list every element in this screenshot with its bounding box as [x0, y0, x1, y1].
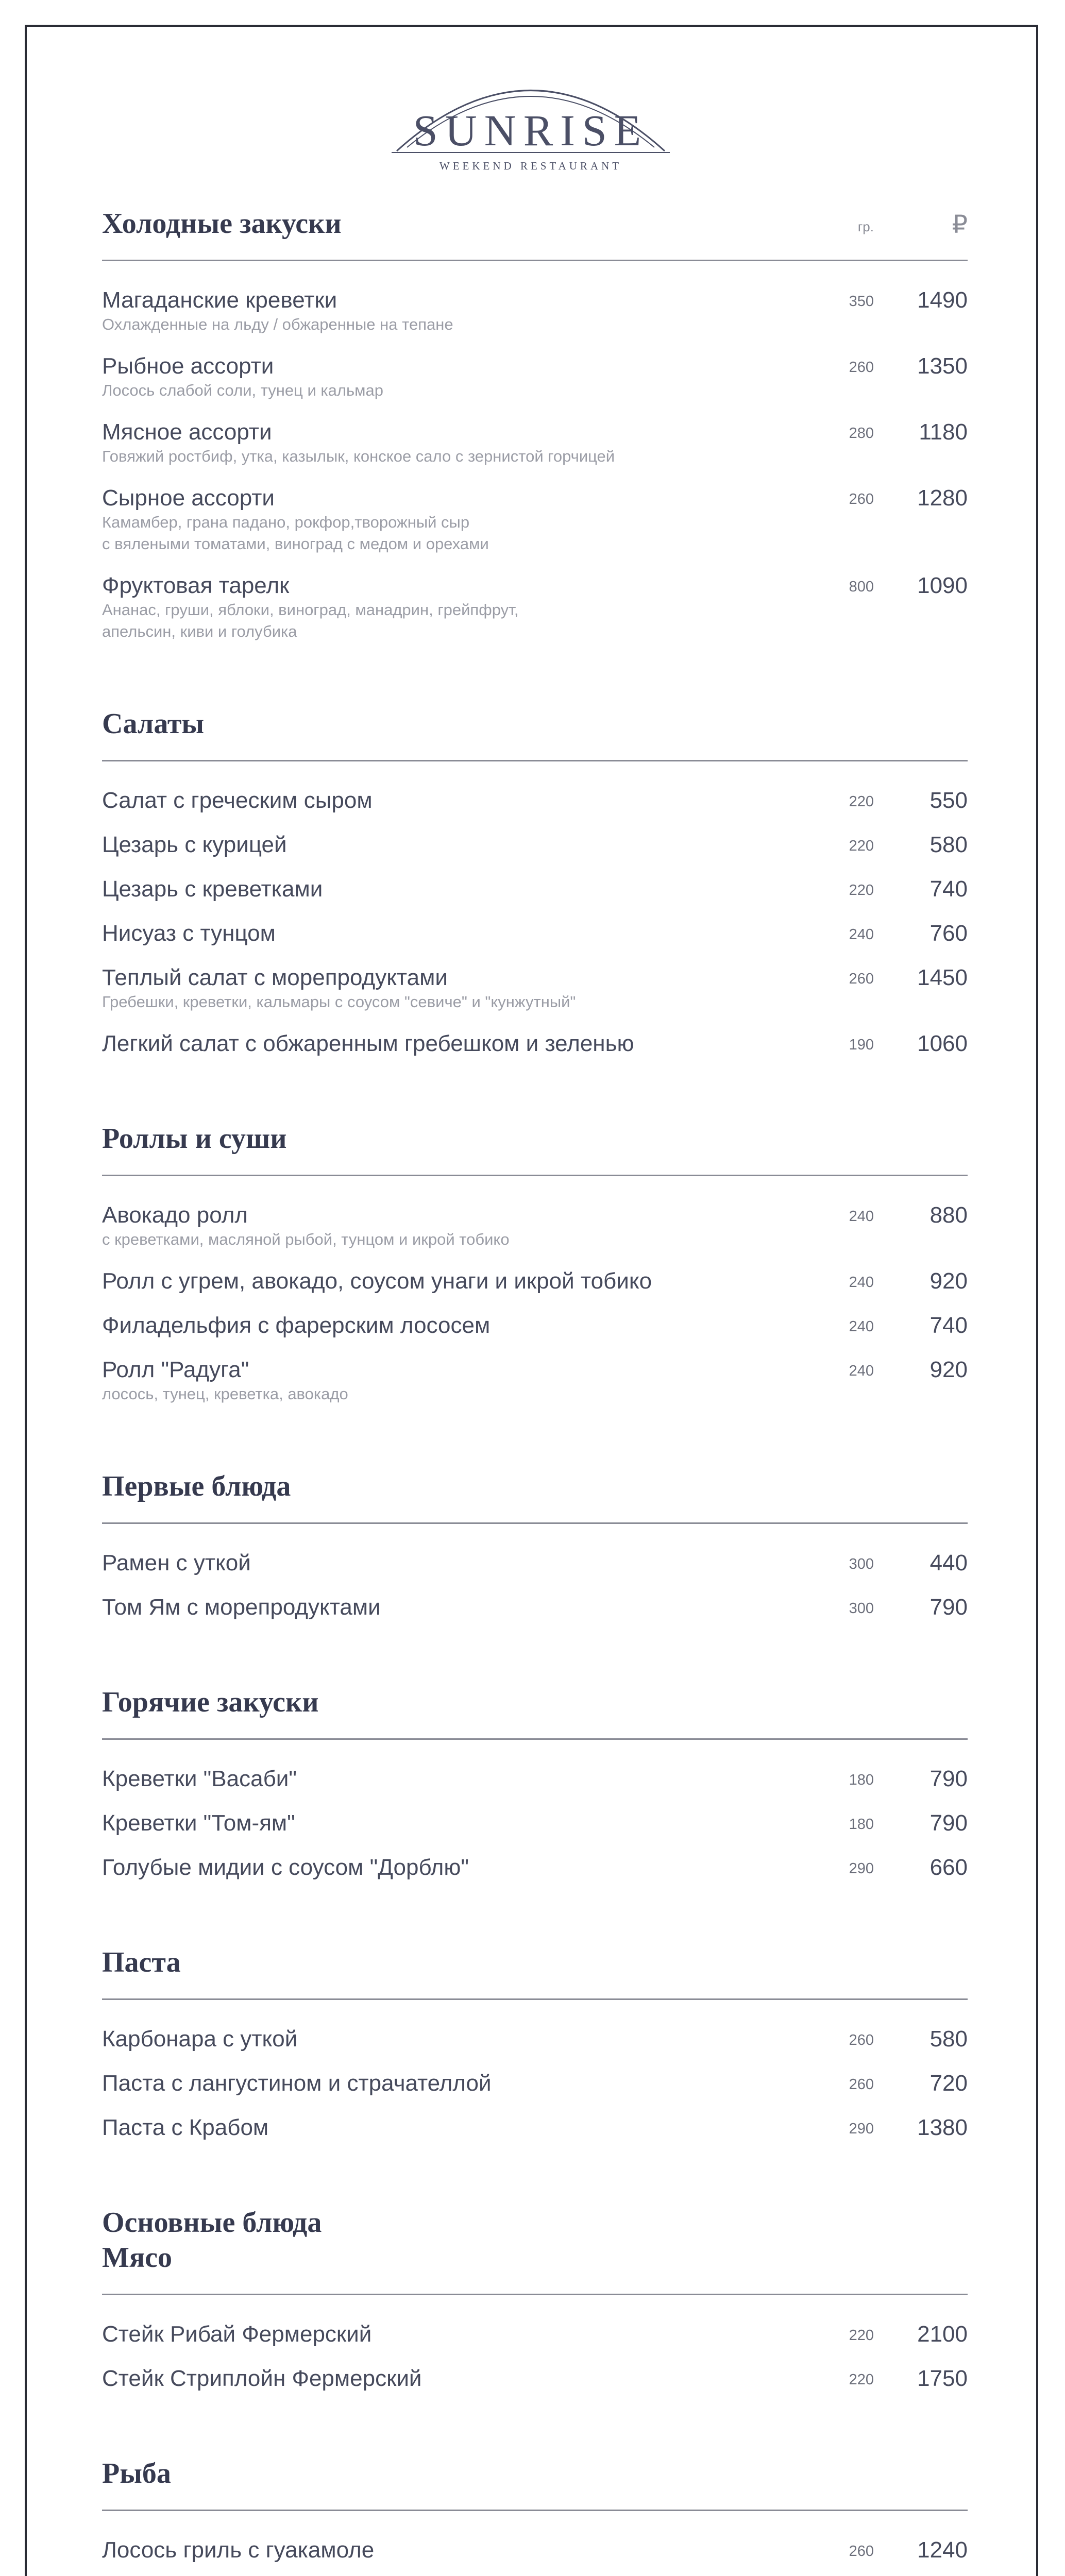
item-price: 880: [929, 1202, 968, 1228]
item-weight: 220: [849, 838, 874, 854]
item-description: Гребешки, креветки, кальмары с соусом "севиче" и "кунжутный": [102, 993, 576, 1011]
item-weight: 260: [849, 359, 874, 376]
section-header: [102, 206, 968, 261]
item-price: 580: [929, 2026, 968, 2052]
item-price: 1380: [917, 2115, 968, 2140]
menu-item: [102, 2365, 968, 2392]
item-name: Сырное ассорти: [102, 485, 275, 511]
item-price: 740: [929, 876, 968, 902]
section-items: [102, 261, 968, 706]
item-description: Ананас, груши, яблоки, виноград, манадрин, грейпфрут,: [102, 601, 519, 619]
section-items: [102, 1524, 968, 1685]
item-price: 440: [929, 1550, 968, 1575]
section-title: Салаты: [102, 708, 205, 740]
item-price: 1450: [917, 965, 968, 990]
item-weight: 300: [849, 1556, 874, 1572]
menu-item: [102, 1312, 968, 1339]
item-price: 1490: [917, 287, 968, 313]
menu-item: [102, 2114, 968, 2141]
section-title: Паста: [102, 1946, 181, 1978]
menu-section: [102, 1685, 968, 1945]
item-price: 550: [929, 788, 968, 813]
menu-item: [102, 1810, 968, 1837]
item-name: Филадельфия с фарерским лососем: [102, 1313, 491, 1338]
item-price: 790: [929, 1810, 968, 1836]
item-price: 1240: [917, 2537, 968, 2563]
menu-item: [102, 1030, 968, 1057]
section-title: Первые блюда: [102, 1470, 291, 1502]
item-weight: 240: [849, 1208, 874, 1225]
menu-item: [102, 1854, 968, 1881]
section-items: [102, 1740, 968, 1945]
item-weight: 240: [849, 1274, 874, 1291]
logo-subtitle: WEEKEND RESTAURANT: [439, 160, 622, 172]
item-weight: 300: [849, 1600, 874, 1617]
menu-item: [102, 419, 968, 467]
item-weight: 240: [849, 1363, 874, 1379]
menu-item: [102, 920, 968, 947]
item-name: Паста с Крабом: [102, 2115, 269, 2140]
section-items: [102, 761, 968, 1121]
item-name: Цезарь с курицей: [102, 832, 287, 857]
item-name: Рыбное ассорти: [102, 353, 274, 379]
item-description: с вялеными томатами, виноград с медом и орехами: [102, 535, 489, 553]
item-price: 1750: [917, 2366, 968, 2391]
menu-item: [102, 1357, 968, 1405]
menu-section: [102, 2205, 968, 2456]
menu-section: [102, 2456, 968, 2576]
item-weight: 260: [849, 491, 874, 507]
item-weight: 220: [849, 882, 874, 899]
item-name: Стейк Рибай Фермерский: [102, 2321, 372, 2347]
item-name: Легкий салат с обжаренным гребешком и зеленью: [102, 1031, 634, 1056]
menu-item: [102, 572, 968, 642]
item-price: 1350: [917, 353, 968, 379]
item-weight: 220: [849, 2327, 874, 2344]
section-header: [102, 2456, 968, 2511]
menu-item: [102, 1550, 968, 1577]
item-weight: 240: [849, 926, 874, 943]
section-items: [102, 2295, 968, 2456]
item-price: 1280: [917, 485, 968, 511]
menu-item: [102, 485, 968, 555]
section-title: Роллы и суши: [102, 1123, 287, 1155]
item-name: Карбонара с уткой: [102, 2026, 298, 2052]
section-title: Основные блюда: [102, 2207, 322, 2239]
item-name: Мясное ассорти: [102, 419, 272, 445]
item-weight: 260: [849, 2032, 874, 2048]
item-price: 1180: [919, 419, 968, 445]
item-name: Рамен с уткой: [102, 1550, 251, 1575]
section-items: [102, 2000, 968, 2205]
item-price: 580: [929, 832, 968, 857]
item-weight: 350: [849, 293, 874, 310]
item-price: 1090: [917, 573, 968, 598]
menu-item: [102, 2026, 968, 2053]
section-header: [102, 1945, 968, 2000]
menu-section: [102, 1945, 968, 2205]
section-header: [102, 2205, 968, 2295]
restaurant-logo: [386, 61, 675, 179]
item-name: Креветки "Васаби": [102, 1766, 297, 1791]
item-price: 790: [929, 1766, 968, 1791]
item-weight: 290: [849, 2121, 874, 2137]
menu-item: [102, 2537, 968, 2564]
item-price: 740: [929, 1313, 968, 1338]
price-column-header: ₽: [952, 211, 968, 239]
item-name: Ролл с угрем, авокадо, соусом унаги и икрой тобико: [102, 1268, 652, 1294]
item-price: 2100: [917, 2321, 968, 2347]
menu-section: [102, 1469, 968, 1685]
menu-section: [102, 206, 968, 706]
menu-item: [102, 1766, 968, 1792]
item-price: 660: [929, 1855, 968, 1880]
item-description: Камамбер, грана падано, рокфор,творожный сыр: [102, 513, 470, 531]
item-weight: 180: [849, 1816, 874, 1833]
item-name: Фруктовая тарелк: [102, 573, 290, 598]
menu-item: [102, 353, 968, 401]
item-name: Стейк Стриплойн Фермерский: [102, 2366, 422, 2391]
item-weight: 280: [849, 425, 874, 442]
section-title: Холодные закуски: [102, 208, 342, 240]
section-subtitle: Мясо: [102, 2242, 173, 2274]
menu-item: [102, 964, 968, 1013]
item-name: Теплый салат с морепродуктами: [102, 965, 448, 990]
item-weight: 180: [849, 1772, 874, 1788]
item-description: апельсин, киви и голубика: [102, 622, 297, 640]
item-price: 1060: [917, 1031, 968, 1056]
item-name: Креветки "Том-ям": [102, 1810, 295, 1836]
section-header: [102, 1685, 968, 1740]
menu-item: [102, 1268, 968, 1295]
item-name: Нисуаз с тунцом: [102, 921, 276, 946]
menu-item: [102, 1202, 968, 1250]
menu-item: [102, 2070, 968, 2097]
item-price: 760: [929, 921, 968, 946]
menu-item: [102, 2321, 968, 2348]
section-items: [102, 1176, 968, 1469]
menu-section: [102, 1121, 968, 1469]
item-description: Лосось слабой соли, тунец и кальмар: [102, 381, 383, 399]
logo-title: SUNRISE: [413, 106, 649, 155]
menu-section: [102, 706, 968, 1121]
item-weight: 260: [849, 2076, 874, 2093]
item-description: с креветками, масляной рыбой, тунцом и икрой тобико: [102, 1230, 510, 1248]
menu-item: [102, 876, 968, 903]
item-weight: 260: [849, 971, 874, 987]
item-description: Охлажденные на льду / обжаренные на тепане: [102, 315, 453, 333]
item-weight: 220: [849, 793, 874, 810]
item-price: 920: [929, 1268, 968, 1294]
item-weight: 240: [849, 1318, 874, 1335]
menu-item: [102, 832, 968, 858]
item-price: 790: [929, 1595, 968, 1620]
section-header: [102, 1121, 968, 1176]
item-description: Говяжий ростбиф, утка, казылык, конское сало с зернистой горчицей: [102, 447, 615, 465]
item-name: Цезарь с креветками: [102, 876, 323, 902]
item-description: лосось, тунец, креветка, авокадо: [102, 1385, 348, 1403]
item-weight: 290: [849, 1860, 874, 1877]
item-name: Авокадо ролл: [102, 1202, 248, 1228]
item-price: 720: [929, 2071, 968, 2096]
section-header: [102, 1469, 968, 1524]
item-price: 920: [929, 1357, 968, 1382]
item-name: Магаданские креветки: [102, 287, 337, 313]
item-name: Салат с греческим сыром: [102, 788, 373, 813]
item-weight: 800: [849, 579, 874, 595]
weight-column-header: гр.: [857, 219, 874, 234]
item-name: Лосось гриль с гуакамоле: [102, 2537, 375, 2563]
item-name: Паста с лангустином и страчателлой: [102, 2071, 492, 2096]
section-title: Рыба: [102, 2458, 171, 2489]
item-name: Голубые мидии с соусом "Дорблю": [102, 1855, 469, 1880]
menu-item: [102, 287, 968, 335]
item-weight: 260: [849, 2543, 874, 2560]
menu-list: [102, 206, 968, 2576]
menu-item: [102, 787, 968, 814]
item-name: Том Ям с морепродуктами: [102, 1595, 381, 1620]
item-name: Ролл "Радуга": [102, 1357, 249, 1382]
menu-item: [102, 1594, 968, 1621]
section-header: [102, 706, 968, 761]
item-weight: 220: [849, 2371, 874, 2388]
item-weight: 190: [849, 1037, 874, 1053]
section-title: Горячие закуски: [102, 1686, 319, 1718]
section-items: [102, 2511, 968, 2576]
